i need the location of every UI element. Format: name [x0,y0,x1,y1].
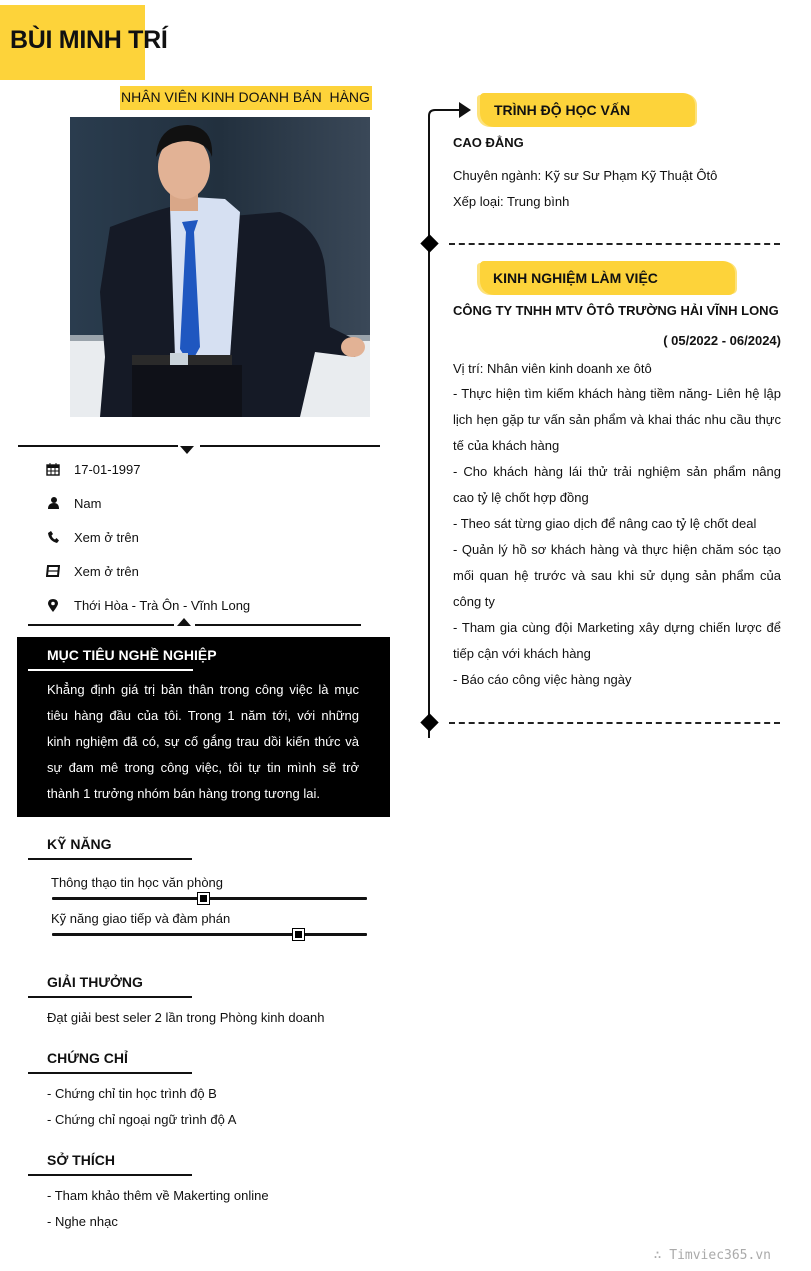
skill-bar [52,933,367,936]
experience-duty: - Quản lý hồ sơ khách hàng và thực hiện chăm sóc tạo mối quan hệ trước và sau khi sử dụng sản phẩm của công ty [453,542,781,609]
career-objective-section [17,637,390,817]
experience-period: ( 05/2022 - 06/2024) [663,333,781,348]
awards-title: GIẢI THƯỞNG [47,974,143,990]
contact-divider-bottom-right [195,624,361,626]
triangle-down-icon [180,446,194,454]
location-icon [46,598,60,612]
profile-photo [70,117,370,417]
timeline-diamond-icon [420,234,438,252]
birthdate-value: 17-01-1997 [74,461,141,477]
certificates-title-underline [28,1072,192,1074]
skill-bar [52,897,367,900]
contact-divider-top-left [18,445,178,447]
award-item: Đạt giải best seler 2 lần trong Phòng kinh doanh [47,1010,325,1025]
skill-level-marker [198,893,209,904]
experience-duty: - Báo cáo công việc hàng ngày [453,672,632,687]
skill-label: Kỹ năng giao tiếp và đàm phán [51,911,231,926]
candidate-position: NHÂN VIÊN KINH DOANH BÁN HÀNG [120,86,372,110]
experience-duty: - Tham gia cùng đội Marketing xây dựng chiến lược để tiếp cận với khách hàng [453,620,781,661]
skill-level-marker [293,929,304,940]
objective-title: MỤC TIÊU NGHỀ NGHIỆP [47,647,217,663]
skills-title-underline [28,858,192,860]
experience-duty: - Cho khách hàng lái thử trải nghiệm sản phẩm nâng cao tỷ lệ chốt hợp đồng [453,464,781,505]
phone-value: Xem ở trên [74,529,139,545]
contact-address [46,595,250,615]
section-separator [449,722,780,724]
certificate-item: - Chứng chỉ tin học trình độ B [47,1086,217,1101]
contact-phone [46,527,139,547]
gender-value: Nam [74,495,102,511]
email-value: Xem ở trên [74,563,139,579]
education-title: TRÌNH ĐỘ HỌC VẤN [494,102,631,118]
experience-title: KINH NGHIỆM LÀM VIỆC [493,270,658,286]
objective-text: Khẳng định giá trị bản thân trong công việc là mục tiêu hàng đầu của tôi. Trong 1 năm tới, với những kinh nghiệm đã có, sự cố gắng trau dồi kiến thức và sự đam mê trong công việc, tôi tự tin mình sẽ trở thành 1 trưởng nhóm bán hàng trong tương lai. [47,682,359,801]
timeline-arrow-icon [425,100,475,122]
skills-title: KỸ NĂNG [47,836,112,852]
triangle-up-icon [177,618,191,626]
contact-birthdate [46,459,141,479]
contact-gender [46,493,101,513]
experience-role: Vị trí: Nhân viên kinh doanh xe ôtô [453,361,652,376]
hobby-item: - Tham khảo thêm về Makerting online [47,1188,269,1203]
experience-duty: - Thực hiện tìm kiếm khách hàng tiềm năng- Liên hệ lập lịch hẹn gặp tư vấn sản phẩm và khai thác nhu cầu thực tế của khách hàng [453,386,781,453]
candidate-name: BÙI MINH TRÍ [10,26,168,54]
calendar-icon [46,462,60,476]
certificate-item: - Chứng chỉ ngoại ngữ trình độ A [47,1112,237,1127]
certificates-title: CHỨNG CHỈ [47,1050,128,1066]
phone-icon [46,530,60,544]
section-separator [449,243,780,245]
email-icon [46,564,60,578]
hobbies-title-underline [28,1174,192,1176]
timeline-line [428,118,430,738]
watermark: ∴ Timviec365.vn [653,1248,771,1263]
education-degree: CAO ĐẲNG [453,135,524,150]
experience-duty: - Theo sát từng giao dịch để nâng cao tỷ lệ chốt deal [453,516,757,531]
awards-title-underline [28,996,192,998]
skill-label: Thông thạo tin học văn phòng [51,875,224,890]
user-icon [46,496,60,510]
hobby-item: - Nghe nhạc [47,1214,118,1229]
contact-divider-bottom-left [28,624,174,626]
hobbies-title: SỞ THÍCH [47,1152,115,1168]
timeline-diamond-icon [420,713,438,731]
education-rank: Xếp loại: Trung bình [453,194,570,209]
address-value: Thới Hòa - Trà Ôn - Vĩnh Long [74,597,251,613]
education-major: Chuyên ngành: Kỹ sư Sư Phạm Kỹ Thuật Ôtô [453,168,718,183]
experience-company: CÔNG TY TNHH MTV ÔTÔ TRƯỜNG HẢI VĨNH LONG [453,303,779,318]
contact-email [46,561,139,581]
contact-divider-top-right [200,445,380,447]
objective-title-underline [28,669,193,671]
profile-photo-illustration [70,117,370,417]
